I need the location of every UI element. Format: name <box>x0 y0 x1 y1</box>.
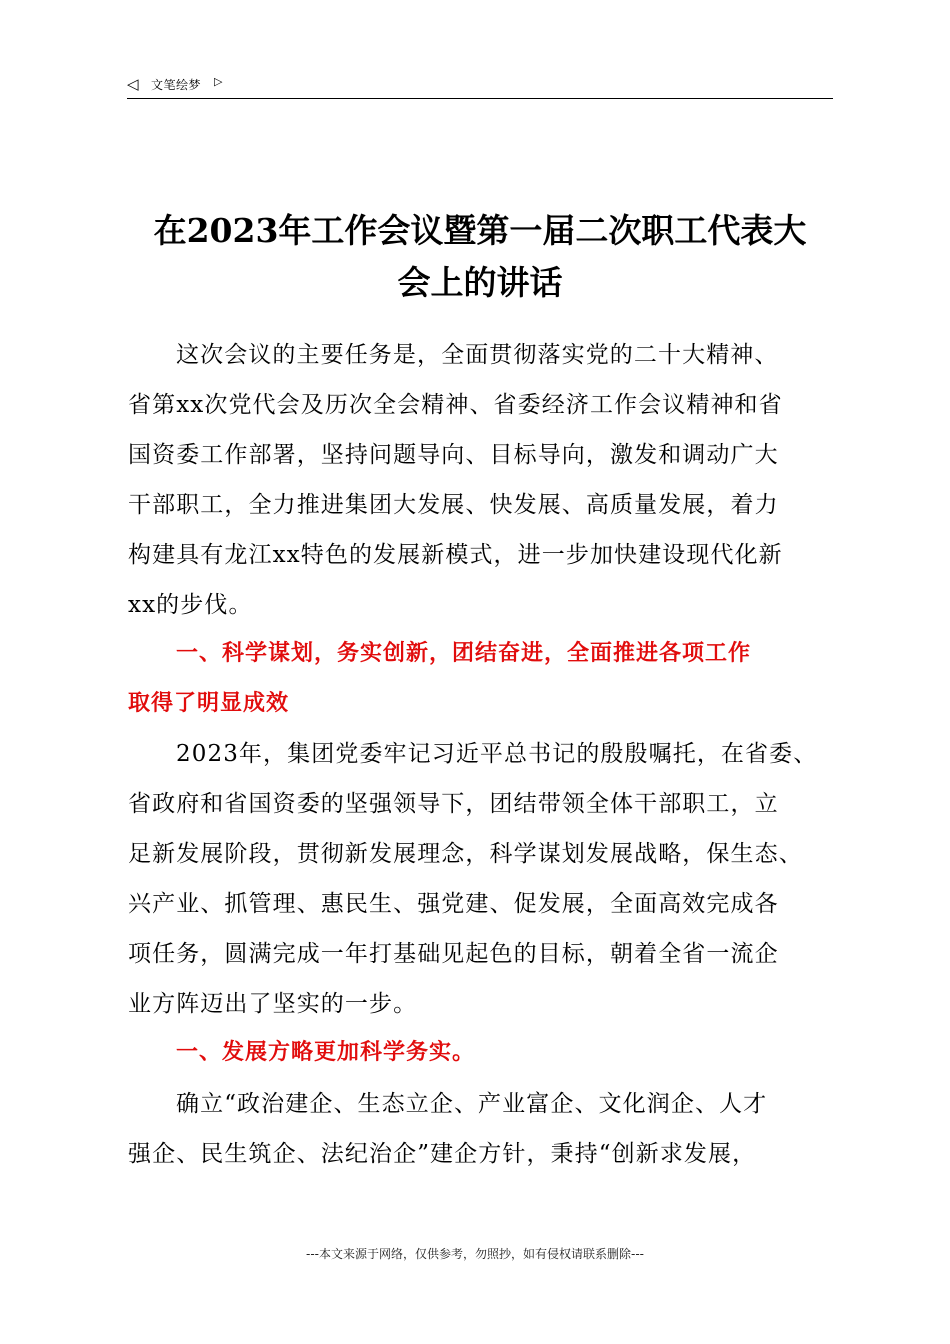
paragraph-line: 这次会议的主要任务是，全面贯彻落实党的二十大精神、 <box>176 342 779 368</box>
document-title <box>110 205 850 309</box>
page-footer: ---本文来源于网络，仅供参考，勿照抄，如有侵权请联系删除--- <box>306 1247 644 1261</box>
paragraph-line: 构建具有龙江xx特色的发展新模式，进一步加快建设现代化新 <box>128 542 783 568</box>
paragraph-line: 足新发展阶段，贯彻新发展理念，科学谋划发展战略，保生态、 <box>128 841 803 867</box>
paragraph-line: 确立“政治建企、生态立企、产业富企、文化润企、人才 <box>176 1091 768 1117</box>
paragraph-line: 国资委工作部署，坚持问题导向、目标导向，激发和调动广大 <box>128 442 779 468</box>
paragraph-line: 干部职工，全力推进集团大发展、快发展、高质量发展，着力 <box>128 492 779 518</box>
header-brand: 文笔绘梦 <box>151 78 202 92</box>
paragraph-line: 兴产业、抓管理、惠民生、强党建、促发展，全面高效完成各 <box>128 891 779 917</box>
section-heading <box>128 629 834 729</box>
achievements-paragraph <box>128 729 834 1029</box>
paragraph-line: 业方阵迈出了坚实的一步。 <box>128 991 418 1017</box>
paragraph-line: 省第xx次党代会及历次全会精神、省委经济工作会议精神和省 <box>128 392 783 418</box>
strategy-paragraph <box>128 1079 834 1179</box>
paragraph-line: xx的步伐。 <box>128 592 253 618</box>
paragraph-line: 项任务，圆满完成一年打基础见起色的目标，朝着全省一流企 <box>128 941 779 967</box>
heading-line: 取得了明显成效 <box>128 691 290 716</box>
paragraph-line: 省政府和省国资委的坚强领导下，团结带领全体干部职工，立 <box>128 791 779 817</box>
intro-paragraph <box>128 330 834 630</box>
right-triangle-icon: ▷ <box>214 75 223 88</box>
subsection-heading <box>128 1028 834 1078</box>
title-line-2: 会上的讲话 <box>397 263 563 302</box>
heading-line: 一、科学谋划，务实创新，团结奋进，全面推进各项工作 <box>176 641 752 666</box>
page-header <box>127 74 833 99</box>
heading-line: 一、发展方略更加科学务实。 <box>176 1040 476 1065</box>
left-triangle-icon: ◁ <box>127 75 139 93</box>
paragraph-line: 2023年，集团党委牢记习近平总书记的殷殷嘱托，在省委、 <box>176 741 818 767</box>
paragraph-line: 强企、民生筑企、法纪治企”建企方针，秉持“创新求发展， <box>128 1141 757 1167</box>
title-line-1: 在2023年工作会议暨第一届二次职工代表大 <box>153 211 807 250</box>
